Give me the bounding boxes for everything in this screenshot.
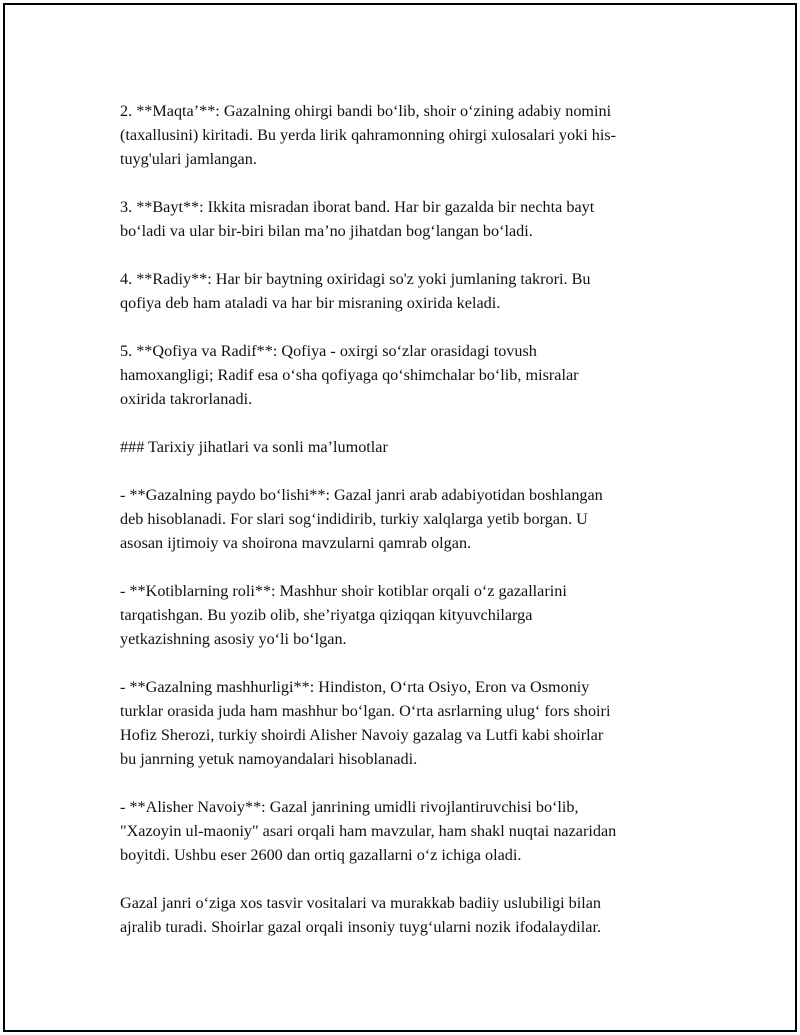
page-frame <box>3 3 797 1032</box>
paragraph-mashhurligi: - **Gazalning mashhurligi**: Hindiston, O‘rta Osiyo, Eron va Osmoniy turklar orasida juda ham mashhur bo‘lgan. O‘rta asrlarning ulug‘ fors shoiri Hofiz Sherozi, turkiy shoirdi Alisher Navoiy gazalag va Lutfi kabi shoirlar bu janrning yetuk namoyandalari hisoblanadi. <box>120 678 611 768</box>
paragraph-maqta: 2. **Maqta’**: Gazalning ohirgi bandi bo‘lib, shoir o‘zining adabiy nomini (taxallusini) kiritadi. Bu yerda lirik qahramonning ohirgi xulosalari yoki his- tuyg'ulari jamlangan. <box>120 102 617 168</box>
paragraph-paydo-bolishi: - **Gazalning paydo bo‘lishi**: Gazal janri arab adabiyotidan boshlangan deb hisoblanadi. For slari sog‘indidirib, turkiy xalqlarga yetib borgan. U asosan ijtimoiy va shoirona mavzularni qamrab olgan. <box>120 486 603 552</box>
paragraph-alisher-navoiy: - **Alisher Navoiy**: Gazal janrining umidli rivojlantiruvchisi bo‘lib, "Xazoyin ul-maoniy" asari orqali ham mavzular, ham shakl nuqtai nazaridan boyitdi. Ushbu eser 2600 dan ortiq gazallarni o‘z ichiga oladi. <box>120 798 617 864</box>
paragraph-qofiya-radif: 5. **Qofiya va Radif**: Qofiya - oxirgi so‘zlar orasidagi tovush hamoxangligi; Radif esa o‘sha qofiyaga qo‘shimchalar bo‘lib, misralar oxirida takrorlanadi. <box>120 342 579 408</box>
section-heading: ### Tarixiy jihatlari va sonli ma’lumotlar <box>120 438 388 456</box>
paragraph-conclusion: Gazal janri o‘ziga xos tasvir vositalari va murakkab badiiy uslubiligi bilan ajralib turadi. Shoirlar gazal orqali insoniy tuyg‘ularni nozik ifodalaydilar. <box>120 894 602 936</box>
paragraph-kotiblar-roli: - **Kotiblarning roli**: Mashhur shoir kotiblar orqali o‘z gazallarini tarqatishgan. Bu yozib olib, she’riyatga qiziqqan kityuvchilarga yetkazishning asosiy yo‘li bo‘lgan. <box>120 582 567 648</box>
document-body <box>120 99 700 939</box>
paragraph-radiy: 4. **Radiy**: Har bir baytning oxiridagi so'z yoki jumlaning takrori. Bu qofiya deb ham ataladi va har bir misraning oxirida keladi. <box>120 270 591 312</box>
paragraph-bayt: 3. **Bayt**: Ikkita misradan iborat band. Har bir gazalda bir nechta bayt bo‘ladi va ular bir-biri bilan ma’no jihatdan bog‘langan bo‘ladi. <box>120 198 595 240</box>
